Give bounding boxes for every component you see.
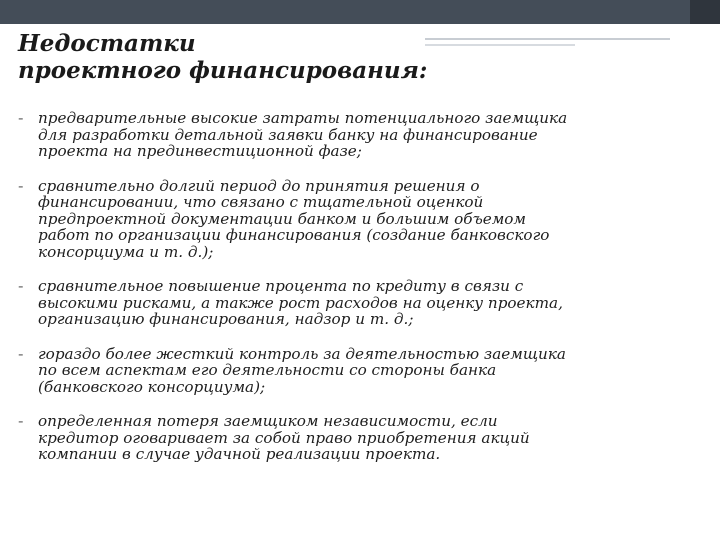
bullet-text-line: сравнительно долгий период до принятия решения о	[38, 176, 480, 195]
decorative-line	[425, 38, 670, 40]
bullet-text-line: определенная потеря заемщиком независимости, если	[38, 412, 498, 430]
slide-title-line: Недостатки	[18, 30, 196, 57]
bullet-text-line: высокими рисками, а также рост расходов на оценку проекта,	[38, 293, 563, 312]
bullet-text-line: сравнительное повышение процента по кредиту в связи с	[38, 277, 524, 295]
slide-title	[18, 30, 438, 84]
bullet-text-line: консорциума и т. д.);	[38, 242, 214, 261]
bullet-text-line: компании в случае удачной реализации проекта.	[38, 445, 441, 463]
bullet-text-line: кредитор оговаривает за собой право приобретения акций	[38, 428, 530, 447]
dash-bullet-icon: -	[18, 176, 24, 195]
list-item	[18, 278, 708, 328]
dash-bullet-icon: -	[18, 109, 24, 127]
bullet-text-line: финансировании, что связано с тщательной оценкой	[38, 193, 484, 211]
bullet-text-line: организацию финансирования, надзор и т. д.;	[38, 310, 414, 328]
dash-bullet-icon: -	[18, 344, 24, 363]
bullet-text-line: (банковского консорциума);	[38, 377, 266, 396]
bullet-text-line: проекта на прединвестиционной фазе;	[38, 142, 362, 160]
list-item	[18, 110, 708, 160]
bullet-list	[18, 110, 708, 481]
list-item	[18, 346, 708, 396]
top-banner	[0, 0, 720, 24]
bullet-text-line: по всем аспектам его деятельности со стороны банка	[38, 361, 497, 379]
decorative-line	[425, 44, 575, 46]
dash-bullet-icon: -	[18, 277, 24, 295]
bullet-text-line: гораздо более жесткий контроль за деятельностью заемщика	[38, 344, 566, 363]
list-item	[18, 413, 708, 463]
top-banner-accent	[690, 0, 720, 24]
list-item	[18, 178, 708, 261]
bullet-text-line: для разработки детальной заявки банку на финансирование	[38, 125, 538, 144]
bullet-text-line: предпроектной документации банком и большим объемом	[38, 209, 527, 228]
slide-title-line: проектного финансирования:	[18, 57, 428, 84]
dash-bullet-icon: -	[18, 412, 24, 430]
bullet-text-line: предварительные высокие затраты потенциального заемщика	[38, 109, 568, 127]
bullet-text-line: работ по организации финансирования (создание банковского	[38, 226, 550, 244]
